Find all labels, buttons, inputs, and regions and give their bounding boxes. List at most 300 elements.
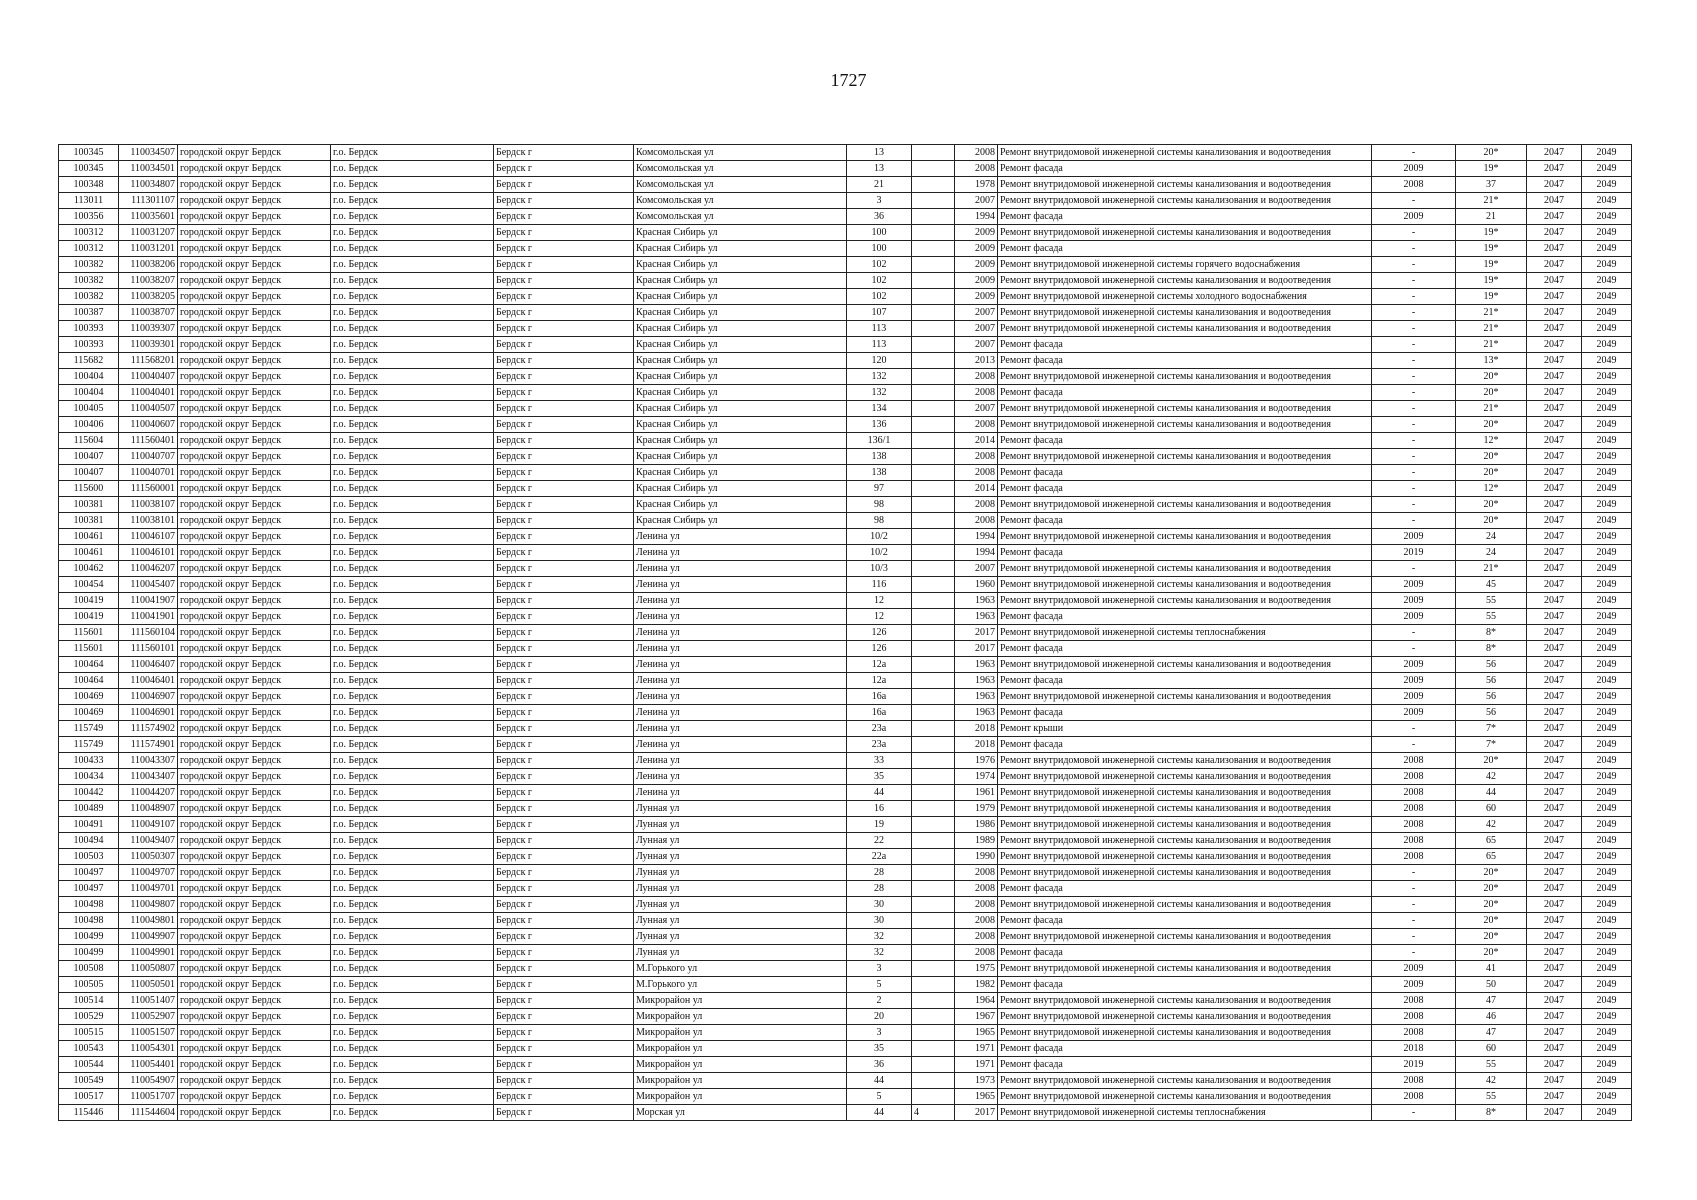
table-body [59,145,1632,1121]
cell-building [912,737,955,753]
cell-building [912,1025,955,1041]
cell-service-life: 65 [1456,833,1527,849]
cell-planned-start: 2047 [1527,801,1582,817]
cell-settlement: г.о. Бердск [331,273,494,289]
cell-house-id: 100393 [59,321,119,337]
cell-year-built: 2009 [955,257,998,273]
table-row [59,433,1632,449]
cell-house-number: 138 [847,465,912,481]
cell-locality: Бердск г [494,177,634,193]
cell-element-id: 110049701 [119,881,178,897]
cell-element-id: 111301107 [119,193,178,209]
cell-settlement: г.о. Бердск [331,993,494,1009]
cell-planned-start: 2047 [1527,1105,1582,1121]
cell-municipality: городской округ Бердск [178,177,331,193]
cell-street: Лунная ул [634,881,847,897]
cell-element-id: 110035601 [119,209,178,225]
cell-work-type: Ремонт внутридомовой инженерной системы канализования и водоотведения [998,769,1372,785]
cell-locality: Бердск г [494,241,634,257]
table-row [59,273,1632,289]
cell-last-repair-year: - [1372,321,1456,337]
cell-house-id: 100494 [59,833,119,849]
table-row [59,1041,1632,1057]
cell-street: Красная Сибирь ул [634,305,847,321]
cell-element-id: 110038707 [119,305,178,321]
cell-house-number: 3 [847,1025,912,1041]
cell-year-built: 2007 [955,193,998,209]
cell-planned-end: 2049 [1582,465,1632,481]
cell-settlement: г.о. Бердск [331,689,494,705]
cell-year-built: 2008 [955,417,998,433]
cell-building [912,721,955,737]
table-row [59,817,1632,833]
cell-locality: Бердск г [494,1105,634,1121]
cell-municipality: городской округ Бердск [178,257,331,273]
cell-municipality: городской округ Бердск [178,801,331,817]
cell-house-number: 132 [847,385,912,401]
cell-street: Ленина ул [634,641,847,657]
cell-street: Лунная ул [634,833,847,849]
cell-service-life: 20* [1456,385,1527,401]
cell-last-repair-year: - [1372,257,1456,273]
cell-municipality: городской округ Бердск [178,1105,331,1121]
capital-repair-table [58,144,1632,1121]
cell-locality: Бердск г [494,465,634,481]
cell-last-repair-year: 2009 [1372,209,1456,225]
cell-building [912,593,955,609]
cell-planned-end: 2049 [1582,321,1632,337]
cell-last-repair-year: 2008 [1372,1009,1456,1025]
cell-locality: Бердск г [494,161,634,177]
cell-element-id: 110046101 [119,545,178,561]
cell-element-id: 110044207 [119,785,178,801]
cell-municipality: городской округ Бердск [178,641,331,657]
cell-service-life: 47 [1456,993,1527,1009]
cell-element-id: 110045407 [119,577,178,593]
cell-planned-start: 2047 [1527,369,1582,385]
cell-building [912,929,955,945]
cell-building [912,321,955,337]
cell-house-number: 35 [847,1041,912,1057]
cell-element-id: 110038207 [119,273,178,289]
cell-municipality: городской округ Бердск [178,401,331,417]
cell-year-built: 2008 [955,497,998,513]
cell-house-id: 100508 [59,961,119,977]
cell-last-repair-year: - [1372,897,1456,913]
cell-planned-start: 2047 [1527,977,1582,993]
cell-last-repair-year: - [1372,929,1456,945]
cell-service-life: 20* [1456,945,1527,961]
cell-last-repair-year: - [1372,641,1456,657]
cell-last-repair-year: 2009 [1372,961,1456,977]
cell-service-life: 65 [1456,849,1527,865]
cell-house-number: 30 [847,897,912,913]
cell-year-built: 1963 [955,609,998,625]
cell-year-built: 1971 [955,1041,998,1057]
table-row [59,977,1632,993]
cell-settlement: г.о. Бердск [331,1057,494,1073]
cell-municipality: городской округ Бердск [178,465,331,481]
cell-building [912,209,955,225]
cell-settlement: г.о. Бердск [331,641,494,657]
cell-service-life: 21* [1456,305,1527,321]
cell-year-built: 2017 [955,625,998,641]
cell-planned-start: 2047 [1527,817,1582,833]
cell-house-number: 3 [847,961,912,977]
cell-locality: Бердск г [494,321,634,337]
cell-planned-end: 2049 [1582,929,1632,945]
cell-year-built: 1963 [955,593,998,609]
cell-element-id: 111560401 [119,433,178,449]
cell-service-life: 20* [1456,929,1527,945]
cell-municipality: городской округ Бердск [178,305,331,321]
cell-house-number: 136/1 [847,433,912,449]
cell-planned-start: 2047 [1527,561,1582,577]
cell-building [912,961,955,977]
cell-municipality: городской округ Бердск [178,721,331,737]
cell-building [912,497,955,513]
cell-street: Ленина ул [634,577,847,593]
cell-locality: Бердск г [494,417,634,433]
cell-municipality: городской округ Бердск [178,529,331,545]
cell-year-built: 1986 [955,817,998,833]
cell-street: Красная Сибирь ул [634,433,847,449]
cell-service-life: 19* [1456,225,1527,241]
cell-house-id: 100454 [59,577,119,593]
cell-settlement: г.о. Бердск [331,561,494,577]
cell-work-type: Ремонт фасада [998,465,1372,481]
cell-building [912,465,955,481]
cell-planned-end: 2049 [1582,529,1632,545]
cell-house-id: 100461 [59,529,119,545]
cell-settlement: г.о. Бердск [331,353,494,369]
cell-work-type: Ремонт внутридомовой инженерной системы канализования и водоотведения [998,689,1372,705]
cell-house-id: 100505 [59,977,119,993]
cell-planned-end: 2049 [1582,593,1632,609]
cell-street: Ленина ул [634,769,847,785]
table-row [59,673,1632,689]
cell-year-built: 2008 [955,881,998,897]
cell-building [912,145,955,161]
cell-last-repair-year: - [1372,225,1456,241]
cell-building [912,609,955,625]
cell-settlement: г.о. Бердск [331,433,494,449]
cell-service-life: 19* [1456,161,1527,177]
cell-service-life: 20* [1456,913,1527,929]
cell-building [912,833,955,849]
cell-settlement: г.о. Бердск [331,705,494,721]
cell-element-id: 111544604 [119,1105,178,1121]
cell-element-id: 110040401 [119,385,178,401]
cell-settlement: г.о. Бердск [331,817,494,833]
cell-planned-start: 2047 [1527,929,1582,945]
cell-locality: Бердск г [494,513,634,529]
cell-work-type: Ремонт фасада [998,545,1372,561]
cell-settlement: г.о. Бердск [331,145,494,161]
cell-element-id: 110050307 [119,849,178,865]
cell-element-id: 110054907 [119,1073,178,1089]
cell-street: Ленина ул [634,753,847,769]
cell-street: Красная Сибирь ул [634,257,847,273]
cell-municipality: городской округ Бердск [178,321,331,337]
cell-last-repair-year: - [1372,385,1456,401]
cell-last-repair-year: 2008 [1372,769,1456,785]
cell-planned-end: 2049 [1582,161,1632,177]
cell-house-id: 100514 [59,993,119,1009]
cell-settlement: г.о. Бердск [331,529,494,545]
cell-last-repair-year: 2009 [1372,609,1456,625]
cell-building [912,273,955,289]
cell-last-repair-year: 2008 [1372,753,1456,769]
cell-locality: Бердск г [494,785,634,801]
cell-house-id: 100404 [59,385,119,401]
cell-element-id: 111574902 [119,721,178,737]
cell-work-type: Ремонт внутридомовой инженерной системы канализования и водоотведения [998,785,1372,801]
cell-year-built: 1965 [955,1089,998,1105]
cell-building [912,785,955,801]
cell-municipality: городской округ Бердск [178,385,331,401]
table-row [59,177,1632,193]
cell-service-life: 20* [1456,513,1527,529]
cell-work-type: Ремонт фасада [998,881,1372,897]
table-row [59,193,1632,209]
cell-house-id: 115749 [59,721,119,737]
cell-service-life: 21* [1456,401,1527,417]
cell-service-life: 44 [1456,785,1527,801]
cell-settlement: г.о. Бердск [331,513,494,529]
table-row [59,753,1632,769]
cell-settlement: г.о. Бердск [331,769,494,785]
cell-year-built: 1994 [955,545,998,561]
cell-year-built: 1982 [955,977,998,993]
cell-locality: Бердск г [494,801,634,817]
cell-street: Красная Сибирь ул [634,369,847,385]
cell-year-built: 2007 [955,321,998,337]
cell-building [912,817,955,833]
cell-locality: Бердск г [494,769,634,785]
cell-element-id: 110041901 [119,609,178,625]
cell-planned-end: 2049 [1582,625,1632,641]
cell-last-repair-year: - [1372,305,1456,321]
cell-work-type: Ремонт фасада [998,161,1372,177]
table-row [59,561,1632,577]
cell-settlement: г.о. Бердск [331,625,494,641]
cell-street: М.Горького ул [634,961,847,977]
cell-year-built: 2007 [955,401,998,417]
cell-service-life: 19* [1456,241,1527,257]
cell-planned-end: 2049 [1582,721,1632,737]
cell-house-number: 116 [847,577,912,593]
cell-street: Красная Сибирь ул [634,321,847,337]
cell-locality: Бердск г [494,1009,634,1025]
cell-house-number: 16 [847,801,912,817]
cell-service-life: 55 [1456,609,1527,625]
cell-planned-start: 2047 [1527,449,1582,465]
cell-building [912,849,955,865]
cell-house-id: 100387 [59,305,119,321]
cell-street: Красная Сибирь ул [634,417,847,433]
cell-planned-end: 2049 [1582,417,1632,433]
cell-building [912,529,955,545]
cell-settlement: г.о. Бердск [331,1105,494,1121]
cell-element-id: 110050501 [119,977,178,993]
table-row [59,353,1632,369]
cell-locality: Бердск г [494,1025,634,1041]
cell-locality: Бердск г [494,289,634,305]
cell-house-id: 100348 [59,177,119,193]
cell-building [912,305,955,321]
cell-street: Лунная ул [634,849,847,865]
cell-last-repair-year: - [1372,513,1456,529]
cell-locality: Бердск г [494,193,634,209]
cell-planned-end: 2049 [1582,753,1632,769]
cell-locality: Бердск г [494,865,634,881]
cell-service-life: 8* [1456,641,1527,657]
cell-last-repair-year: - [1372,865,1456,881]
cell-planned-start: 2047 [1527,1009,1582,1025]
cell-locality: Бердск г [494,721,634,737]
cell-planned-start: 2047 [1527,257,1582,273]
cell-locality: Бердск г [494,529,634,545]
cell-house-number: 23а [847,721,912,737]
cell-year-built: 2008 [955,897,998,913]
cell-house-number: 32 [847,945,912,961]
cell-house-number: 44 [847,1105,912,1121]
cell-planned-end: 2049 [1582,193,1632,209]
cell-last-repair-year: 2009 [1372,593,1456,609]
cell-street: Красная Сибирь ул [634,401,847,417]
cell-street: Микрорайон ул [634,1073,847,1089]
cell-year-built: 2008 [955,161,998,177]
cell-municipality: городской округ Бердск [178,513,331,529]
cell-house-id: 100461 [59,545,119,561]
cell-building [912,897,955,913]
cell-service-life: 37 [1456,177,1527,193]
cell-building [912,977,955,993]
cell-building [912,433,955,449]
cell-street: М.Горького ул [634,977,847,993]
cell-last-repair-year: 2009 [1372,161,1456,177]
cell-work-type: Ремонт фасада [998,433,1372,449]
cell-work-type: Ремонт внутридомовой инженерной системы канализования и водоотведения [998,577,1372,593]
cell-work-type: Ремонт внутридомовой инженерной системы канализования и водоотведения [998,449,1372,465]
cell-service-life: 56 [1456,689,1527,705]
table-row [59,545,1632,561]
cell-house-id: 115604 [59,433,119,449]
cell-locality: Бердск г [494,817,634,833]
cell-municipality: городской округ Бердск [178,881,331,897]
cell-street: Красная Сибирь ул [634,481,847,497]
cell-house-number: 44 [847,785,912,801]
cell-building [912,1089,955,1105]
table-row [59,945,1632,961]
cell-planned-end: 2049 [1582,209,1632,225]
cell-planned-end: 2049 [1582,689,1632,705]
cell-locality: Бердск г [494,833,634,849]
cell-house-number: 12 [847,593,912,609]
cell-street: Микрорайон ул [634,1041,847,1057]
cell-planned-end: 2049 [1582,225,1632,241]
cell-house-id: 100433 [59,753,119,769]
cell-planned-start: 2047 [1527,609,1582,625]
cell-locality: Бердск г [494,609,634,625]
cell-locality: Бердск г [494,881,634,897]
cell-building [912,417,955,433]
cell-service-life: 20* [1456,145,1527,161]
cell-building [912,337,955,353]
cell-street: Ленина ул [634,657,847,673]
cell-work-type: Ремонт внутридомовой инженерной системы канализования и водоотведения [998,1025,1372,1041]
cell-work-type: Ремонт фасада [998,481,1372,497]
cell-planned-start: 2047 [1527,321,1582,337]
cell-building [912,641,955,657]
cell-street: Лунная ул [634,929,847,945]
cell-planned-end: 2049 [1582,337,1632,353]
cell-settlement: г.о. Бердск [331,241,494,257]
cell-municipality: городской округ Бердск [178,577,331,593]
cell-service-life: 20* [1456,897,1527,913]
cell-street: Красная Сибирь ул [634,353,847,369]
cell-planned-start: 2047 [1527,913,1582,929]
cell-locality: Бердск г [494,993,634,1009]
cell-locality: Бердск г [494,257,634,273]
cell-settlement: г.о. Бердск [331,1073,494,1089]
cell-house-id: 100464 [59,673,119,689]
cell-last-repair-year: - [1372,273,1456,289]
cell-last-repair-year: - [1372,481,1456,497]
cell-planned-end: 2049 [1582,833,1632,849]
cell-work-type: Ремонт внутридомовой инженерной системы канализования и водоотведения [998,497,1372,513]
cell-settlement: г.о. Бердск [331,193,494,209]
cell-year-built: 2008 [955,865,998,881]
cell-locality: Бердск г [494,897,634,913]
cell-building [912,1009,955,1025]
cell-last-repair-year: - [1372,497,1456,513]
cell-house-number: 126 [847,641,912,657]
cell-settlement: г.о. Бердск [331,961,494,977]
cell-year-built: 1978 [955,177,998,193]
page-number: 1727 [830,70,867,90]
cell-municipality: городской округ Бердск [178,449,331,465]
cell-element-id: 110038206 [119,257,178,273]
cell-locality: Бердск г [494,209,634,225]
cell-street: Красная Сибирь ул [634,241,847,257]
cell-house-number: 138 [847,449,912,465]
cell-planned-start: 2047 [1527,465,1582,481]
cell-house-number: 10/2 [847,529,912,545]
cell-planned-end: 2049 [1582,1041,1632,1057]
cell-locality: Бердск г [494,401,634,417]
table-row [59,225,1632,241]
cell-municipality: городской округ Бердск [178,945,331,961]
cell-planned-start: 2047 [1527,353,1582,369]
cell-settlement: г.о. Бердск [331,401,494,417]
cell-planned-end: 2049 [1582,1089,1632,1105]
cell-year-built: 1971 [955,1057,998,1073]
cell-house-id: 100503 [59,849,119,865]
cell-last-repair-year: 2008 [1372,1025,1456,1041]
cell-locality: Бердск г [494,705,634,721]
table-row [59,145,1632,161]
cell-street: Ленина ул [634,561,847,577]
cell-house-id: 100543 [59,1041,119,1057]
cell-settlement: г.о. Бердск [331,1089,494,1105]
cell-street: Микрорайон ул [634,1025,847,1041]
cell-house-id: 100382 [59,289,119,305]
cell-element-id: 110046107 [119,529,178,545]
table-row [59,241,1632,257]
cell-house-id: 100497 [59,865,119,881]
